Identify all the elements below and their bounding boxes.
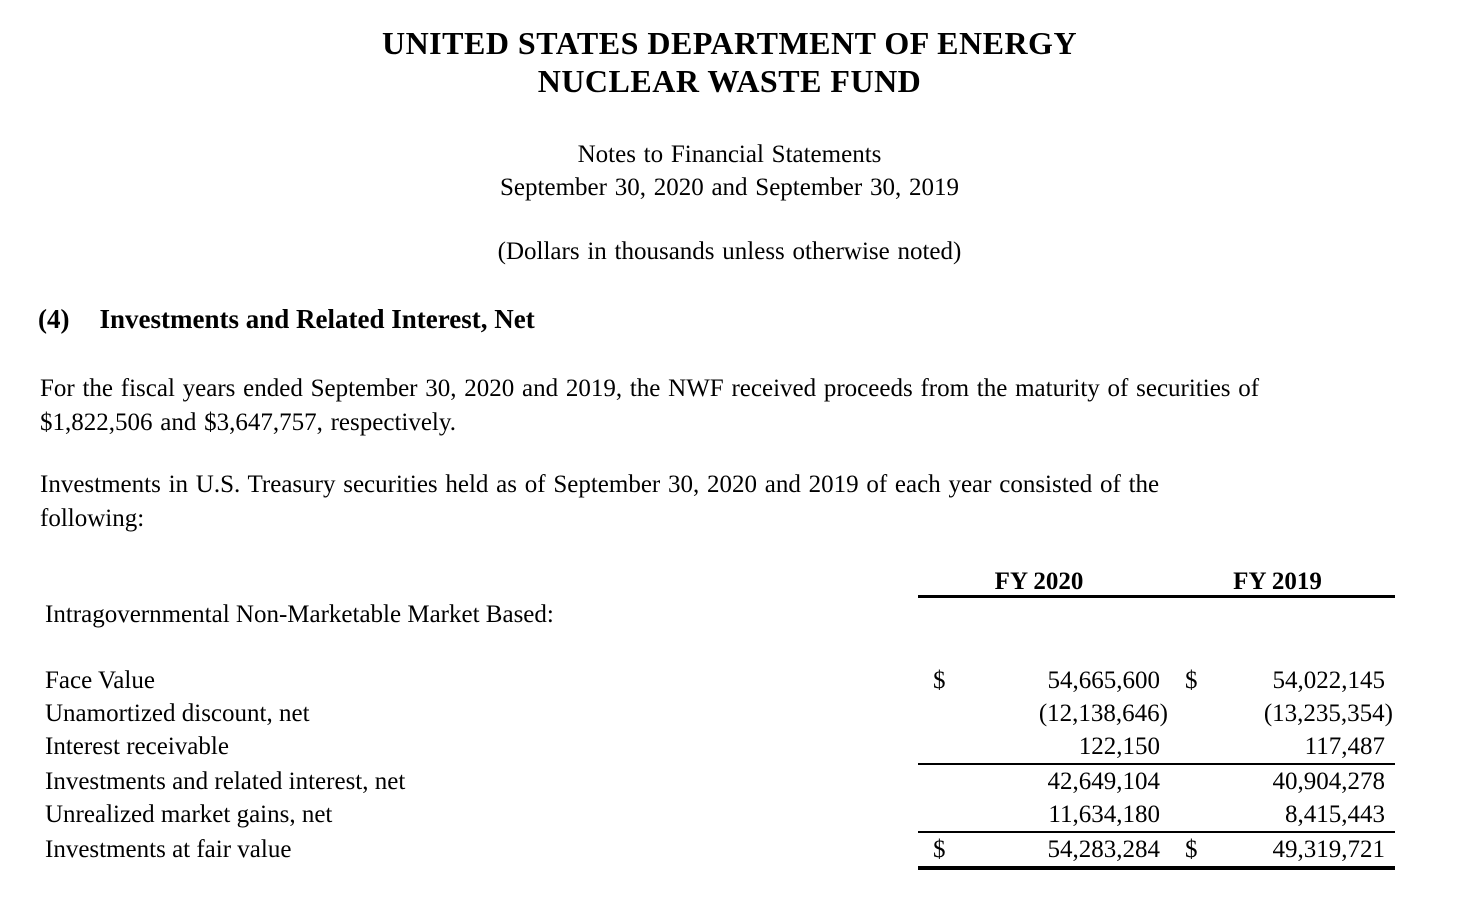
row-label: Investments at fair value bbox=[45, 836, 292, 863]
row-label: Unamortized discount, net bbox=[45, 700, 310, 727]
dollar-sign bbox=[918, 697, 963, 730]
fy2020-value: 122,150 bbox=[1078, 733, 1160, 760]
paragraph-investments-line-1: Investments in U.S. Treasury securities held as of September 30, 2020 and 2019 of each year consisted of the bbox=[40, 471, 1160, 498]
fy2020-value: 54,283,284 bbox=[1047, 836, 1160, 863]
paragraph-investments-line-2: following: bbox=[40, 505, 145, 532]
fy2020-value: (12,138,646) bbox=[1038, 700, 1168, 727]
title-line-2: NUCLEAR WASTE FUND bbox=[537, 63, 922, 99]
title-line-1: UNITED STATES DEPARTMENT OF ENERGY bbox=[381, 25, 1078, 61]
dollar-sign: $ bbox=[1185, 667, 1198, 694]
dollar-sign bbox=[918, 798, 963, 831]
table-group-row bbox=[0, 598, 1459, 631]
table-row bbox=[0, 833, 1459, 870]
column-header-fy2019: FY 2019 bbox=[1233, 568, 1322, 595]
dollar-sign bbox=[1160, 798, 1230, 831]
fy2020-value: 54,665,600 bbox=[1047, 667, 1160, 694]
fy2019-value: (13,235,354) bbox=[1263, 700, 1393, 727]
table-header-row bbox=[0, 568, 1459, 598]
column-header-fy2020: FY 2020 bbox=[994, 568, 1084, 595]
dollar-sign: $ bbox=[933, 667, 946, 694]
table-row bbox=[0, 664, 1459, 697]
dollar-sign bbox=[1160, 697, 1230, 730]
dollar-sign: $ bbox=[1185, 836, 1198, 863]
dollar-sign bbox=[1160, 730, 1230, 763]
investments-table bbox=[0, 568, 1459, 870]
paragraph-proceeds bbox=[0, 372, 1459, 440]
fy2019-value: 49,319,721 bbox=[1272, 836, 1385, 863]
fy2020-value: 42,649,104 bbox=[1047, 768, 1160, 795]
fy2019-value: 54,022,145 bbox=[1272, 667, 1385, 694]
subtitle-line-1: Notes to Financial Statements bbox=[577, 141, 882, 168]
fy2019-value: 40,904,278 bbox=[1272, 768, 1385, 795]
subtitle-line-2: September 30, 2020 and September 30, 2019 bbox=[500, 174, 959, 201]
document-page bbox=[0, 24, 1459, 909]
row-label: Interest receivable bbox=[45, 733, 229, 760]
table-group-label: Intragovernmental Non-Marketable Market Based: bbox=[45, 601, 554, 628]
units-note: (Dollars in thousands unless otherwise noted) bbox=[497, 238, 962, 265]
section-title: Investments and Related Interest, Net bbox=[99, 304, 535, 334]
row-label: Investments and related interest, net bbox=[45, 768, 406, 795]
dollar-sign bbox=[1160, 765, 1230, 798]
section-heading bbox=[0, 302, 1459, 336]
document-subtitle bbox=[0, 138, 1459, 204]
table-blank-row bbox=[0, 631, 1459, 664]
table-row bbox=[0, 798, 1459, 833]
table-row bbox=[0, 730, 1459, 765]
table-row bbox=[0, 765, 1459, 798]
table-row bbox=[0, 697, 1459, 730]
row-label: Face Value bbox=[45, 667, 155, 694]
table-header-spacer bbox=[45, 568, 918, 598]
fy2019-value: 117,487 bbox=[1304, 733, 1385, 760]
fy2020-value: 11,634,180 bbox=[1048, 801, 1160, 828]
document-title bbox=[0, 24, 1459, 100]
paragraph-investments bbox=[0, 468, 1459, 536]
dollar-sign bbox=[918, 765, 963, 798]
table-column-headers bbox=[918, 568, 1395, 598]
paragraph-proceeds-line-1: For the fiscal years ended September 30, 2020 and 2019, the NWF received proceeds from the maturity of securities of bbox=[40, 375, 1260, 402]
dollar-sign: $ bbox=[933, 836, 946, 863]
row-label: Unrealized market gains, net bbox=[45, 801, 333, 828]
dollar-sign bbox=[918, 730, 963, 763]
fy2019-value: 8,415,443 bbox=[1285, 801, 1385, 828]
section-number: (4) bbox=[38, 304, 70, 334]
paragraph-proceeds-line-2: $1,822,506 and $3,647,757, respectively. bbox=[40, 409, 456, 436]
